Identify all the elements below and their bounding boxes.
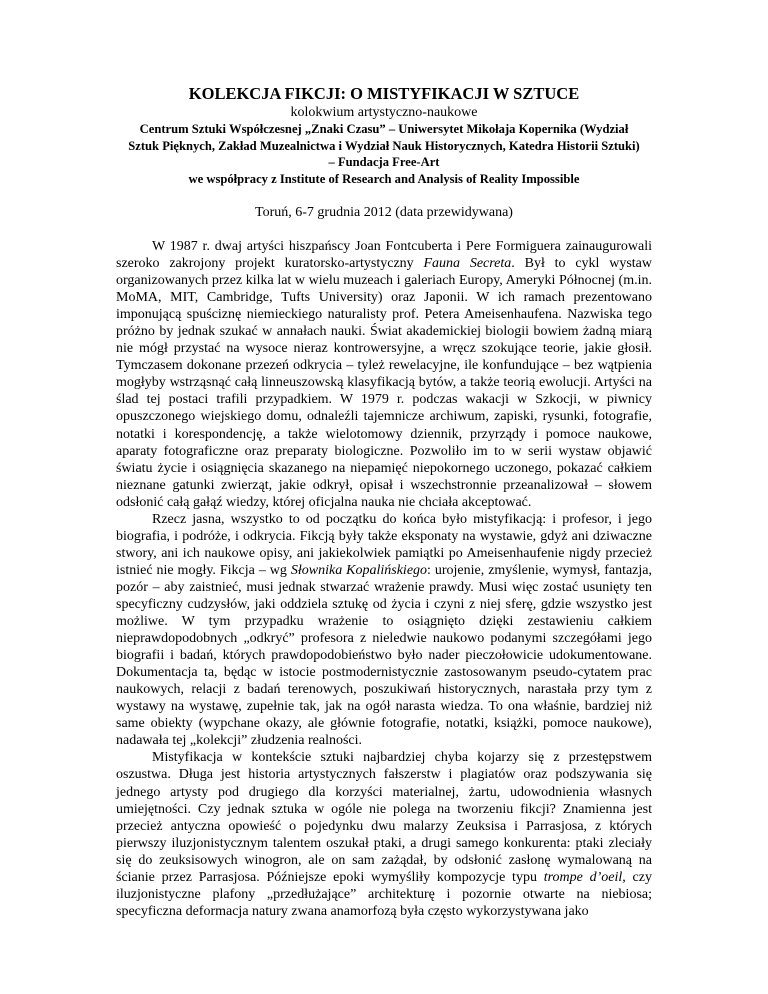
organizers-line: Sztuk Pięknych, Zakład Muzealnictwa i Wydział Nauk Historycznych, Katedra Historii Sztuki) — [128, 138, 640, 153]
paragraph-text: Rzecz jasna, wszystko to od początku do końca było mistyfikacją: i profesor, i jego biografia, i podróże, i odkrycia. Fikcją były także eksponaty na wystawie, gdyż ani dziwaczne stwory, ani ich naukowe opisy, ani jakiekolwiek pamiątki po Ameisenhaufenie nigdy przecież istnieć nie mogły. Fikcja – wg — [116, 511, 652, 578]
body-paragraph — [116, 749, 652, 919]
paragraph-text: W 1987 r. dwaj artyści hiszpańscy Joan Fontcuberta i Pere Formiguera zainaugurowali szeroko zakrojony projekt kuratorsko-artystyczny — [116, 239, 652, 272]
organizers-line: we współpracy z Institute of Research and Analysis of Reality Impossible — [188, 171, 580, 186]
italic-title: Fauna Secreta — [423, 256, 512, 272]
organizers-line: Centrum Sztuki Współczesnej „Znaki Czasu” – Uniwersytet Mikołaja Kopernika (Wydział — [139, 122, 629, 136]
organizers-line: – Fundacja Free-Art — [328, 155, 440, 169]
italic-term: trompe d’oeil — [543, 869, 623, 885]
organizers-block — [116, 121, 652, 187]
paragraph-text: , czy iluzjonistyczne plafony „przedłużające” architekturę i pozornie otwarte na niebiosa; specyficzna deformacja natury zwana anamorfozą była często wykorzystywana jako — [116, 869, 652, 919]
italic-title: Słownika Kopalińskiego — [290, 562, 428, 578]
document-title: KOLEKCJA FIKCJI: O MISTYFIKACJI W SZTUCE — [188, 84, 580, 103]
paragraph-text: Mistyfikacja w kontekście sztuki najbardziej chyba kojarzy się z przestępstwem oszustwa. Długa jest historia artystycznych fałszerstw i plagiatów oraz podszywania się jednego artysty pod drugiego dla korzyści materialnej, żartu, udowodnienia własnych umiejętności. Czy jednak sztuka w ogóle nie polega na tworzeniu fikcji? Znamienna jest przecież antyczna opowieść o pojedynku dwu malarzy Zeuksisa i Parrasjosa, z których pierwszy iluzjonistycznym talentem oszukał ptaki, a drugi samego konkurenta: ptaki zleciały się do zeuksisowych winogron, ale on sam zażądał, by odsłonić zasłonę wymalowaną na ścianie przez Parrasjosa. Późniejsze epoki wymyśliły kompozycje typu — [116, 750, 652, 885]
body-paragraph — [116, 238, 652, 511]
document-subtitle: kolokwium artystyczno-naukowe — [290, 105, 478, 120]
event-dateline: Toruń, 6-7 grudnia 2012 (data przewidywana) — [255, 205, 513, 220]
body-paragraph — [116, 511, 652, 750]
paragraph-text: : urojenie, zmyślenie, wymysł, fantazja, pozór – aby zaistnieć, musi jednak stwarzać wrażenie prawdy. Musi więc zostać usunięty ten specyficzny cudzysłów, jaki oddziela sztukę od życia i czyni z niej sferę, gdzie wszystko jest możliwe. W tym przypadku wrażenie to osiągnięto dzięki zestawieniu całkiem nieprawdopodobnych „odkryć” profesora z nieledwie naukowo podanymi szczegółami jego biografii i badań, których prawdopodobieństwo było nader pieczołowicie udokumentowane. Dokumentacja ta, będąc w istocie postmodernistycznie zastosowanym pseudo-cytatem prac naukowych, relacji z badań terenowych, poszukiwań historycznych, narastała przy tym z wystawy na wystawę, zupełnie tak, jak na ogół narasta wiedza. To ona właśnie, bardziej niż same obiekty (wypchane okazy, ale głównie fotografie, notatki, książki, pomoce naukowe), nadawała tej „kolekcji” złudzenia realności. — [116, 562, 653, 749]
paragraph-text: . Był to cykl wystaw organizowanych przez kilka lat w wielu muzeach i galeriach Europy, Ameryki Północnej (m.in. MoMA, MIT, Cambridge, Tufts University) oraz Japonii. W ich ramach prezentowano imponującą spuściznę niemieckiego naturalisty prof. Petera Ameisenhaufena. Nazwiska tego próżno by jednak szukać w annałach nauki. Świat akademickiej biologii bowiem żadną miarą nie mógł przystać na wysoce nieraz kontrowersyjne, a wręcz szokujące teorie, jakie głosił. Tymczasem dokonane przezeń odkrycia – tyleż rewelacyjne, ile konfundujące – bez wątpienia mogłyby wstrząsnąć całą linneuszowską klasyfikacją bytów, a także teorią ewolucji. Artyści na ślad tej postaci trafili przypadkiem. W 1979 r. podczas wakacji w Szkocji, w piwnicy opuszczonego wiejskiego domu, odnaleźli tajemnicze archiwum, zapiski, rysunki, fotografie, notatki i korespondencję, a także wielotomowy dziennik, przyrządy i pomoce naukowe, aparaty fotograficzne oraz preparaty biologiczne. Pozwoliło im to w serii wystaw objawić światu życie i osiągnięcia skazanego na niepamięć niepokornego uczonego, pokazać całkiem nieznane gatunki zwierząt, jakie odkrył, opisał i wszechstronnie przeanalizował – słowem odsłonić całą gałąź wiedzy, której oficjalna nauka nie chciała akceptować. — [116, 256, 653, 510]
